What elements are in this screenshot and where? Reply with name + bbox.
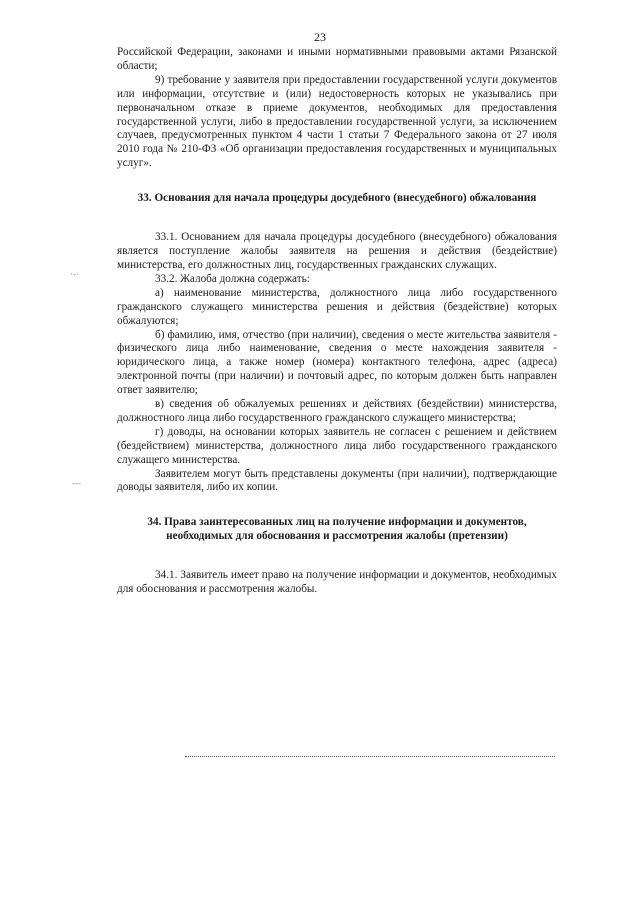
- section-heading-34: 34. Права заинтересованных лиц на получение информации и документов, необходимых для обоснования и рассмотрения жалобы (претензии): [147, 516, 527, 543]
- paragraph: 33.1. Основанием для начала процедуры досудебного (внесудебного) обжалования является поступление жалобы заявителя на решения и действия (бездействие) министерства, его должностных лиц, государственных гражданских служащих.: [117, 231, 557, 271]
- paragraph: 34.1. Заявитель имеет право на получение информации и документов, необходимых для обоснования и рассмотрения жалобы.: [117, 569, 557, 596]
- page-number: 23: [314, 30, 326, 44]
- list-item: а) наименование министерства, должностного лица либо государственного гражданского служащего министерства решения и действия (бездействие) которых обжалуются;: [117, 286, 557, 327]
- list-item: б) фамилию, имя, отчество (при наличии), сведения о месте жительства заявителя - физического лица либо наименование, сведения о месте нахождения заявителя - юридического лица, а также номер (номера) контактного телефона, адрес (адреса) электронной почты (при наличии) и почтовый адрес, по которым должен быть направлен ответ заявителю;: [117, 328, 557, 397]
- paragraph: Заявителем могут быть представлены документы (при наличии), подтверждающие доводы заявителя, либо их копии.: [117, 467, 557, 494]
- margin-mark: ·‐·: [70, 269, 79, 279]
- paragraph: 9) требование у заявителя при предоставлении государственной услуги документов или информации, отсутствие и (или) недостоверность которых не указывались при первоначальном отказе в приеме документов, необходимых для предоставления государственной услуги, либо в предоставлении государственной услуги, за исключением случаев, предусмотренных пунктом 4 части 1 статьи 7 Федерального закона от 27 июля 2010 года № 210-ФЗ «Об организации предоставления государственных и муниципальных услуг».: [117, 73, 557, 170]
- bottom-rule: [185, 756, 555, 757]
- margin-mark: ‐‐‐: [72, 478, 81, 488]
- paragraph: 33.2. Жалоба должна содержать:: [155, 272, 310, 285]
- document-body: [117, 46, 557, 597]
- list-item: г) доводы, на основании которых заявитель не согласен с решением и действием (бездействием) министерства, должностного лица либо государственного гражданского служащего министерства.: [117, 425, 557, 466]
- list-item: в) сведения об обжалуемых решениях и действиях (бездействии) министерства, должностного лица либо государственного гражданского служащего министерства;: [117, 398, 557, 424]
- paragraph: Российской Федерации, законами и иными нормативными правовыми актами Рязанской области;: [117, 46, 557, 72]
- section-heading-33: 33. Основания для начала процедуры досудебного (внесудебного) обжалования: [137, 192, 537, 205]
